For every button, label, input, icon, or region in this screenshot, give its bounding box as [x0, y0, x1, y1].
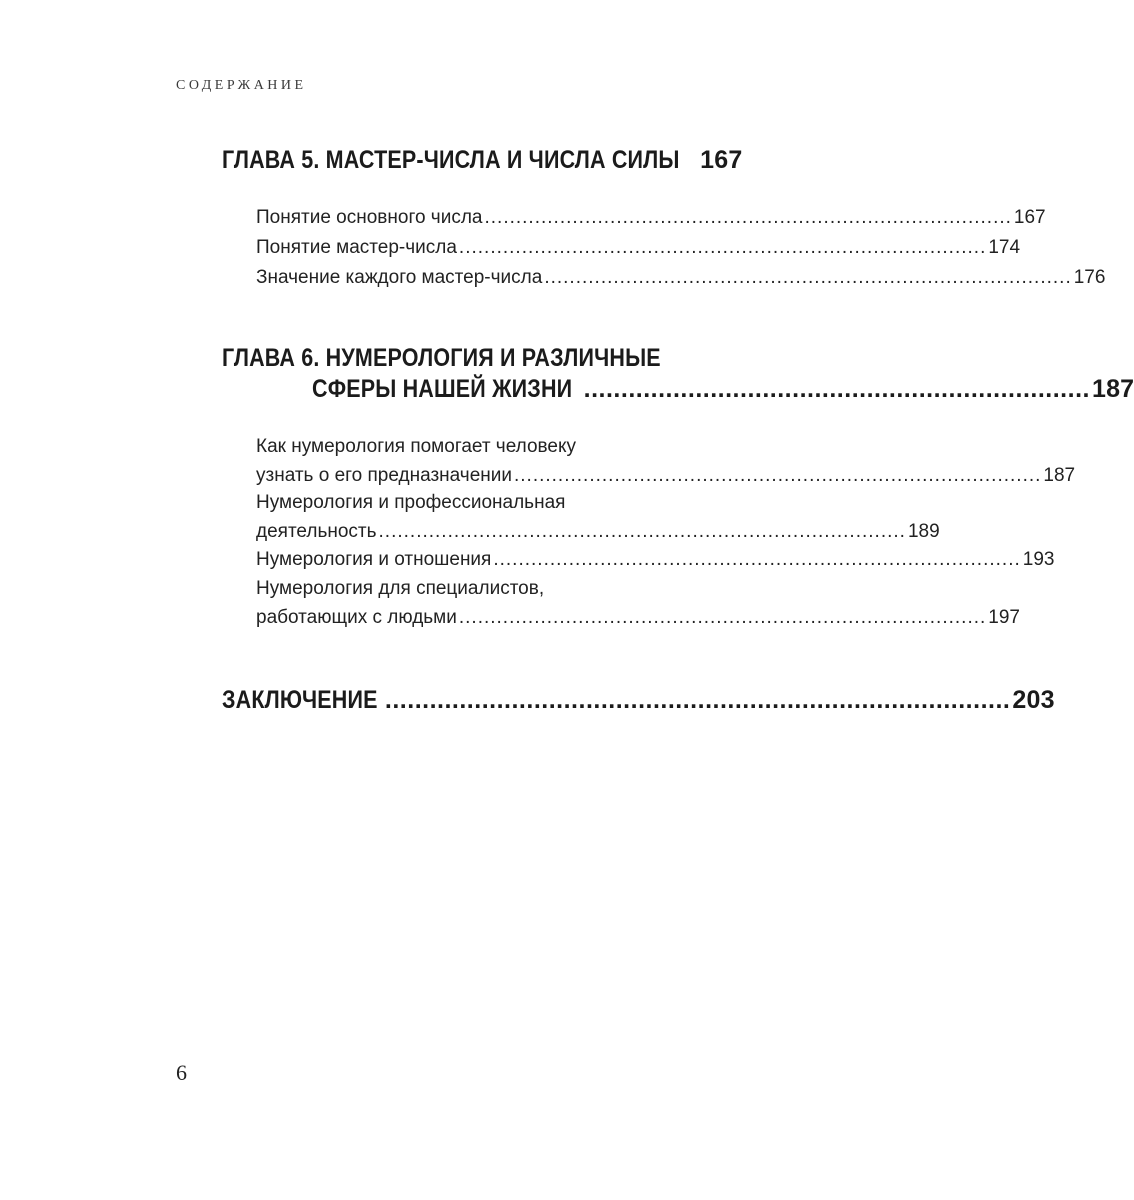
section-page: 174 — [988, 237, 1021, 258]
section-title-line2: деятельность — [256, 521, 377, 542]
section-page: 189 — [907, 521, 940, 542]
leader-dots: .................................................................................... — [384, 686, 1011, 714]
leader-dots: .................................................................................... — [493, 549, 1021, 570]
section-page: 187 — [1043, 465, 1076, 486]
running-head: СОДЕРЖАНИЕ — [176, 78, 307, 93]
section-title-line2: работающих с людьми — [256, 607, 457, 628]
section-title-line1: Нумерология и профессиональная — [256, 492, 566, 513]
chapter-title-line2-text: СФЕРЫ НАШЕЙ ЖИЗНИ — [312, 375, 573, 403]
section-page: 193 — [1022, 549, 1055, 570]
page-number: 6 — [176, 1060, 187, 1085]
chapter-title-line1 — [222, 344, 732, 373]
chapter-title — [222, 146, 696, 175]
leader-dots: .................................................................................... — [458, 237, 987, 258]
section-title-line1: Нумерология для специалистов, — [256, 578, 545, 599]
toc-section[interactable] — [256, 607, 1020, 629]
section-title: Понятие основного числа — [256, 207, 483, 228]
section-page: 176 — [1073, 267, 1106, 288]
toc-section[interactable] — [256, 549, 1055, 571]
chapter-title-line1-text: ГЛАВА 6. НУМЕРОЛОГИЯ И РАЗЛИЧНЫЕ — [222, 344, 661, 372]
section-title-line1: Как нумерология помогает человеку — [256, 436, 576, 457]
section-page: 197 — [988, 607, 1020, 628]
leader-dots: .................................................................................... — [378, 521, 906, 542]
section-title-line2: узнать о его предназначении — [256, 465, 512, 486]
toc-section[interactable] — [256, 207, 1046, 229]
toc-chapter-6[interactable] — [312, 375, 1134, 404]
leader-dots: .................................................................................... — [458, 607, 987, 628]
leader-dots: .................................................................................... — [484, 207, 1012, 228]
leader-dots: .................................................................................... — [544, 267, 1072, 288]
section-title: Понятие мастер-числа — [256, 237, 457, 258]
toc-chapter-5[interactable] — [222, 146, 743, 175]
chapter-page: 187 — [1091, 375, 1134, 403]
toc-section[interactable] — [256, 267, 1106, 289]
chapter-title-text: ЗАКЛЮЧЕНИЕ — [222, 686, 378, 714]
chapter-page: 203 — [1012, 686, 1055, 714]
chapter-title — [222, 686, 383, 715]
leader-dots: .................................................................................... — [513, 465, 1042, 486]
toc-conclusion[interactable] — [222, 686, 1055, 715]
leader-dots: .................................................................... — [583, 375, 1090, 403]
toc-section[interactable] — [256, 237, 1021, 259]
chapter-page: 167 — [700, 146, 743, 174]
toc-section[interactable] — [256, 465, 1076, 487]
toc-section[interactable] — [256, 521, 940, 543]
section-title: Нумерология и отношения — [256, 549, 492, 570]
chapter-title-text: ГЛАВА 5. МАСТЕР-ЧИСЛА И ЧИСЛА СИЛЫ — [222, 146, 680, 174]
chapter-title-line2 — [312, 375, 582, 404]
section-page: 167 — [1013, 207, 1046, 228]
section-title: Значение каждого мастер-числа — [256, 267, 543, 288]
